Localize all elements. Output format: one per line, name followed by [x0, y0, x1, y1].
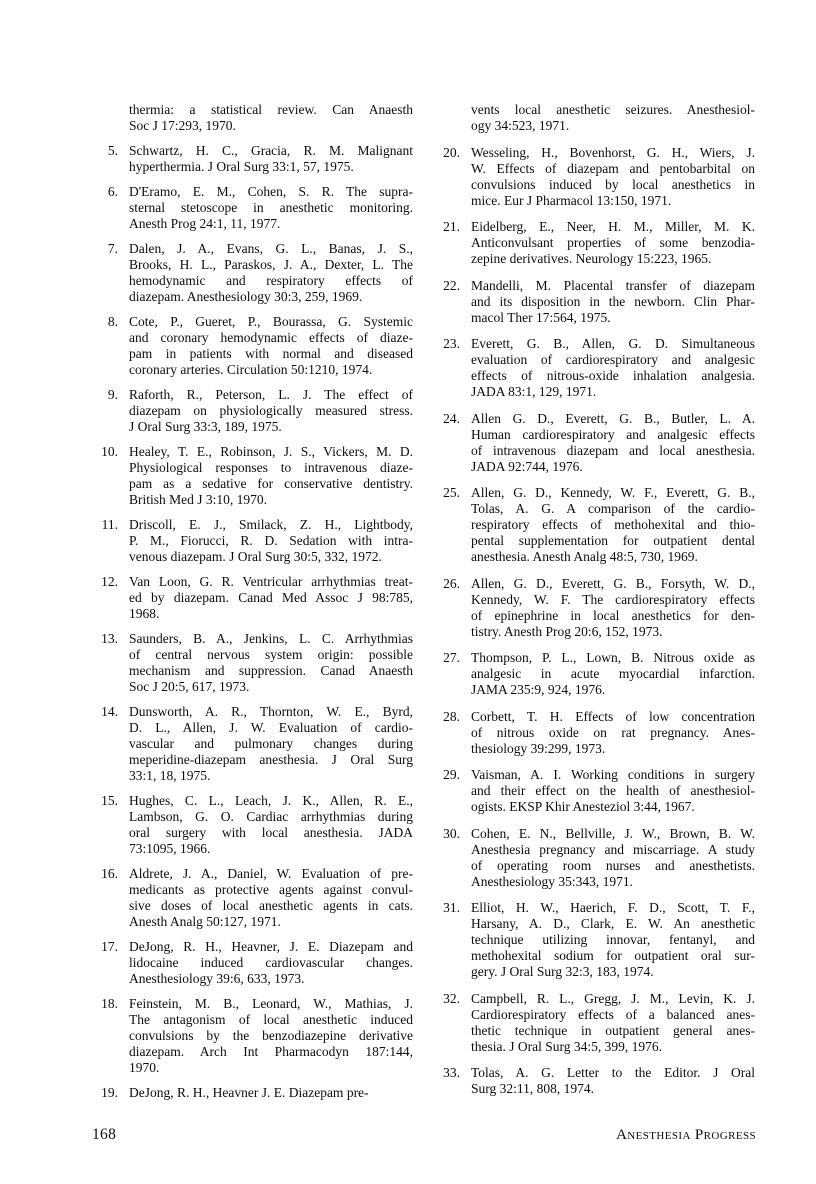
reference-line: Physiological responses to intravenous diaze-	[129, 460, 413, 475]
reference-line: Allen, G. D., Kennedy, W. F., Everett, G. B.,	[471, 485, 755, 500]
reference-line: Saunders, B. A., Jenkins, L. C. Arrhythmias	[129, 631, 413, 646]
reference-text	[129, 102, 413, 134]
reference-number: 32.	[443, 990, 460, 1006]
reference-line: 1970.	[129, 1060, 160, 1075]
reference-text	[471, 576, 755, 640]
reference-entry	[437, 485, 755, 565]
reference-text	[471, 145, 755, 209]
reference-number: 28.	[443, 708, 460, 724]
reference-line: Harsany, A. D., Clark, E. W. An anesthetic	[471, 916, 755, 931]
reference-line: anesthesia. Anesth Analg 48:5, 730, 1969.	[471, 549, 698, 564]
reference-number: 6.	[107, 184, 118, 199]
reference-line: Wesseling, H., Bovenhorst, G. H., Wiers, J.	[471, 144, 755, 160]
reference-line: Corbett, T. H. Effects of low concentration	[471, 708, 755, 724]
reference-line: Cote, P., Gueret, P., Bourassa, G. Systemic	[129, 314, 413, 329]
reference-number: 31.	[443, 900, 460, 915]
reference-entry	[437, 219, 755, 267]
reference-number: 17.	[101, 939, 118, 954]
reference-entry	[95, 574, 413, 622]
reference-line: Van Loon, G. R. Ventricular arrhythmias treat-	[129, 574, 413, 589]
reference-line: thetic technique in outpatient general anes-	[471, 1022, 755, 1038]
reference-number: 20.	[443, 144, 460, 160]
reference-line: Vaisman, A. I. Working conditions in surgery	[471, 767, 755, 782]
reference-number: 14.	[101, 704, 118, 719]
reference-line: P. M., Fiorucci, R. D. Sedation with intra-	[129, 533, 413, 548]
reference-line: vents local anesthetic seizures. Anesthesiol-	[471, 102, 755, 117]
reference-line: effects of nitrous-oxide inhalation analgesia.	[471, 368, 755, 383]
reference-number: 21.	[443, 219, 460, 234]
reference-line: macol Ther 17:564, 1975.	[471, 309, 611, 325]
reference-line: Elliot, H. W., Haerich, F. D., Scott, T. F.,	[471, 900, 755, 915]
reference-entry	[437, 991, 755, 1055]
reference-number: 16.	[101, 866, 118, 881]
reference-line: British Med J 3:10, 1970.	[129, 492, 268, 507]
reference-line: convulsions induced by local anesthetics in	[471, 176, 755, 192]
reference-line: JAMA 235:9, 924, 1976.	[471, 682, 606, 697]
reference-line: diazepam. Anesthesiology 30:3, 259, 1969.	[129, 289, 363, 304]
reference-entry	[95, 866, 413, 930]
reference-text	[471, 1065, 755, 1097]
reference-text	[471, 900, 755, 980]
reference-line: Tolas, A. G. A comparison of the cardio-	[471, 501, 755, 516]
reference-text	[129, 1085, 413, 1101]
reference-text	[129, 387, 413, 435]
reference-line: Anesth Prog 24:1, 11, 1977.	[129, 216, 281, 231]
reference-number: 19.	[101, 1085, 118, 1100]
reference-line: Healey, T. E., Robinson, J. S., Vickers, M. D.	[129, 444, 413, 459]
reference-line: tistry. Anesth Prog 20:6, 152, 1973.	[471, 623, 663, 639]
reference-entry	[437, 826, 755, 890]
reference-number	[437, 102, 460, 134]
page-number: 168	[92, 1126, 117, 1143]
reference-text	[129, 996, 413, 1076]
reference-line: Raforth, R., Peterson, L. J. The effect of	[129, 387, 413, 402]
reference-line: respiratory effects of methohexital and thio-	[471, 517, 755, 532]
reference-line: pam as a sedative for conservative dentistry.	[129, 476, 413, 491]
reference-line: Schwartz, H. C., Gracia, R. M. Malignant	[129, 143, 413, 158]
reference-text	[471, 826, 755, 890]
reference-line: DeJong, R. H., Heavner, J. E. Diazepam and	[129, 939, 413, 954]
reference-number: 5.	[107, 143, 118, 158]
reference-line: sive doses of local anesthetic agents in cats.	[129, 898, 413, 913]
reference-line: meperidine-diazepam anesthesia. J Oral Surg	[129, 752, 413, 767]
reference-number: 12.	[101, 574, 118, 589]
reference-text	[129, 143, 413, 175]
reference-line: Human cardiorespiratory and analgesic effects	[471, 426, 755, 442]
reference-line: and its disposition in the newborn. Clin Phar-	[471, 293, 755, 309]
reference-line: hyperthermia. J Oral Surg 33:1, 57, 1975.	[129, 159, 354, 174]
reference-line: DeJong, R. H., Heavner J. E. Diazepam pre-	[129, 1085, 369, 1100]
reference-line: methohexital sodium for outpatient oral sur-	[471, 948, 755, 963]
reference-line: oral surgery with local anesthesia. JADA	[129, 825, 413, 840]
reference-entry	[95, 241, 413, 305]
reference-number: 13.	[101, 631, 118, 646]
reference-line: Tolas, A. G. Letter to the Editor. J Oral	[471, 1065, 755, 1080]
reference-line: ogy 34:523, 1971.	[471, 118, 570, 133]
reference-number: 9.	[107, 387, 118, 402]
reference-number	[95, 102, 118, 134]
reference-line: Lambson, G. O. Cardiac arrhythmias during	[129, 809, 413, 824]
reference-line: sternal stetoscope in anesthetic monitoring.	[129, 200, 413, 215]
reference-line: Kennedy, W. F. The cardiorespiratory effects	[471, 591, 755, 607]
reference-text	[471, 219, 755, 267]
reference-line: Thompson, P. L., Lown, B. Nitrous oxide as	[471, 650, 755, 665]
reference-line: 73:1095, 1966.	[129, 841, 211, 856]
reference-entry	[437, 411, 755, 475]
reference-entry	[95, 517, 413, 565]
reference-entry	[95, 184, 413, 232]
reference-line: JADA 83:1, 129, 1971.	[471, 384, 597, 399]
reference-entry	[95, 1085, 413, 1101]
reference-line: medicants as protective agents against convul-	[129, 882, 413, 897]
reference-text	[471, 991, 755, 1055]
reference-line: 1968.	[129, 606, 160, 621]
reference-text	[129, 793, 413, 857]
reference-text	[129, 704, 413, 784]
reference-number: 7.	[107, 241, 118, 256]
reference-number: 8.	[107, 314, 118, 329]
reference-number: 27.	[443, 650, 460, 665]
reference-entry	[95, 704, 413, 784]
reference-number: 22.	[443, 277, 460, 293]
reference-line: thesiology 39:299, 1973.	[471, 740, 606, 756]
reference-line: mechanism and suppression. Canad Anaesth	[129, 663, 413, 678]
reference-text	[129, 241, 413, 305]
reference-entry	[437, 1065, 755, 1097]
reference-text	[471, 709, 755, 757]
reference-text	[471, 336, 755, 400]
reference-line: Cohen, E. N., Bellville, J. W., Brown, B. W.	[471, 825, 755, 841]
reference-text	[129, 517, 413, 565]
reference-line: of intravenous diazepam and local anesthesia.	[471, 442, 755, 458]
reference-text	[129, 184, 413, 232]
reference-entry	[95, 996, 413, 1076]
reference-number: 24.	[443, 410, 460, 426]
reference-line: Mandelli, M. Placental transfer of diazepam	[471, 277, 755, 293]
reference-number: 18.	[101, 996, 118, 1011]
reference-entry	[437, 336, 755, 400]
reference-entry	[95, 939, 413, 987]
reference-line: of nitrous oxide on rat pregnancy. Anes-	[471, 724, 755, 740]
reference-line: Campbell, R. L., Gregg, J. M., Levin, K. J.	[471, 990, 755, 1006]
reference-line: Eidelberg, E., Neer, H. M., Miller, M. K.	[471, 219, 755, 234]
reference-line: Cardiorespiratory effects of a balanced anes-	[471, 1006, 755, 1022]
reference-line: ogists. EKSP Khir Anesteziol 3:44, 1967.	[471, 799, 695, 814]
reference-line: Aldrete, J. A., Daniel, W. Evaluation of pre-	[129, 866, 413, 881]
reference-text	[471, 767, 755, 815]
reference-text	[129, 939, 413, 987]
references-column-left	[95, 102, 413, 1108]
reference-text	[471, 411, 755, 475]
reference-text	[471, 650, 755, 698]
reference-line: technique utilizing innovar, fentanyl, and	[471, 932, 755, 947]
reference-number: 23.	[443, 336, 460, 351]
reference-line: J Oral Surg 33:3, 189, 1975.	[129, 419, 282, 434]
reference-line: Anesth Analg 50:127, 1971.	[129, 914, 281, 929]
reference-line: vascular and pulmonary changes during	[129, 736, 413, 751]
reference-line: Feinstein, M. B., Leonard, W., Mathias, J.	[129, 996, 413, 1011]
reference-line: diazepam on physiologically measured stress.	[129, 403, 413, 418]
reference-entry	[437, 576, 755, 640]
reference-entry	[95, 387, 413, 435]
reference-line: Everett, G. B., Allen, G. D. Simultaneous	[471, 336, 755, 351]
reference-line: hemodynamic and respiratory effects of	[129, 273, 413, 288]
reference-text	[129, 866, 413, 930]
reference-entry	[437, 900, 755, 980]
reference-text	[471, 102, 755, 134]
reference-entry	[437, 145, 755, 209]
reference-number: 15.	[101, 793, 118, 808]
reference-line: evaluation of cardiorespiratory and analgesic	[471, 352, 755, 367]
reference-line: Soc J 20:5, 617, 1973.	[129, 679, 250, 694]
reference-line: D. L., Allen, J. W. Evaluation of cardio-	[129, 720, 413, 735]
reference-number: 25.	[443, 485, 460, 500]
reference-entry	[437, 102, 755, 134]
reference-number: 11.	[101, 517, 118, 532]
reference-line: and their effect on the health of anesthesiol-	[471, 783, 755, 798]
reference-line: of operating room nurses and anesthetists.	[471, 857, 755, 873]
reference-line: Anticonvulsant properties of some benzodia-	[471, 235, 755, 250]
reference-line: thermia: a statistical review. Can Anaesth	[129, 102, 413, 117]
reference-line: Brooks, H. L., Paraskos, J. A., Dexter, L. The	[129, 257, 413, 272]
reference-line: venous diazepam. J Oral Surg 30:5, 332, 1972.	[129, 549, 382, 564]
reference-entry	[437, 709, 755, 757]
reference-number: 29.	[443, 767, 460, 782]
reference-line: Allen G. D., Everett, G. B., Butler, L. A.	[471, 410, 755, 426]
reference-line: zepine derivatives. Neurology 15:223, 1965.	[471, 251, 712, 266]
reference-line: Dunsworth, A. R., Thornton, W. E., Byrd,	[129, 704, 413, 719]
reference-text	[129, 314, 413, 378]
reference-line: JADA 92:744, 1976.	[471, 458, 583, 474]
reference-number: 10.	[101, 444, 118, 459]
reference-number: 30.	[443, 825, 460, 841]
reference-entry	[437, 650, 755, 698]
reference-entry	[95, 631, 413, 695]
reference-line: Hughes, C. L., Leach, J. K., Allen, R. E.,	[129, 793, 413, 808]
reference-number: 33.	[443, 1065, 460, 1080]
reference-line: Anesthesiology 39:6, 633, 1973.	[129, 971, 305, 986]
reference-text	[129, 444, 413, 508]
reference-line: Anesthesia pregnancy and miscarriage. A study	[471, 841, 755, 857]
reference-text	[129, 631, 413, 695]
reference-line: of central nervous system origin: possible	[129, 647, 413, 662]
reference-text	[471, 278, 755, 326]
reference-line: D'Eramo, E. M., Cohen, S. R. The supra-	[129, 184, 413, 199]
reference-line: Dalen, J. A., Evans, G. L., Banas, J. S.,	[129, 241, 413, 256]
reference-line: 33:1, 18, 1975.	[129, 768, 211, 783]
reference-line: coronary arteries. Circulation 50:1210, 1974.	[129, 362, 373, 377]
reference-line: lidocaine induced cardiovascular changes.	[129, 955, 413, 970]
reference-entry	[95, 314, 413, 378]
reference-line: ed by diazepam. Canad Med Assoc J 98:785,	[129, 590, 413, 605]
reference-line: analgesic in acute myocardial infarction.	[471, 666, 755, 681]
journal-title: Anesthesia Progress	[616, 1127, 756, 1143]
reference-line: Allen, G. D., Everett, G. B., Forsyth, W. D.,	[471, 575, 755, 591]
references-section	[95, 102, 755, 1108]
reference-line: W. Effects of diazepam and pentobarbital on	[471, 160, 755, 176]
reference-line: of epinephrine in local anesthetics for den-	[471, 607, 755, 623]
reference-line: mice. Eur J Pharmacol 13:150, 1971.	[471, 192, 672, 208]
reference-line: Driscoll, E. J., Smilack, Z. H., Lightbody,	[129, 517, 413, 532]
reference-line: thesia. J Oral Surg 34:5, 399, 1976.	[471, 1038, 662, 1054]
reference-entry	[95, 444, 413, 508]
reference-entry	[437, 278, 755, 326]
reference-text	[129, 574, 413, 622]
reference-entry	[95, 793, 413, 857]
reference-line: Soc J 17:293, 1970.	[129, 118, 236, 133]
reference-line: convulsions by the benzodiazepine derivative	[129, 1028, 413, 1043]
reference-entry	[437, 767, 755, 815]
reference-entry	[95, 102, 413, 134]
reference-text	[471, 485, 755, 565]
reference-number: 26.	[443, 575, 460, 591]
reference-line: and coronary hemodynamic effects of diaze-	[129, 330, 413, 345]
reference-line: Anesthesiology 35:343, 1971.	[471, 873, 633, 889]
reference-entry	[95, 143, 413, 175]
reference-line: pental supplementation for outpatient dental	[471, 533, 755, 548]
reference-line: gery. J Oral Surg 32:3, 183, 1974.	[471, 964, 654, 979]
reference-line: Surg 32:11, 808, 1974.	[471, 1081, 595, 1096]
references-column-right	[437, 102, 755, 1108]
reference-line: The antagonism of local anesthetic induced	[129, 1012, 413, 1027]
reference-line: pam in patients with normal and diseased	[129, 346, 413, 361]
reference-line: diazepam. Arch Int Pharmacodyn 187:144,	[129, 1044, 413, 1059]
